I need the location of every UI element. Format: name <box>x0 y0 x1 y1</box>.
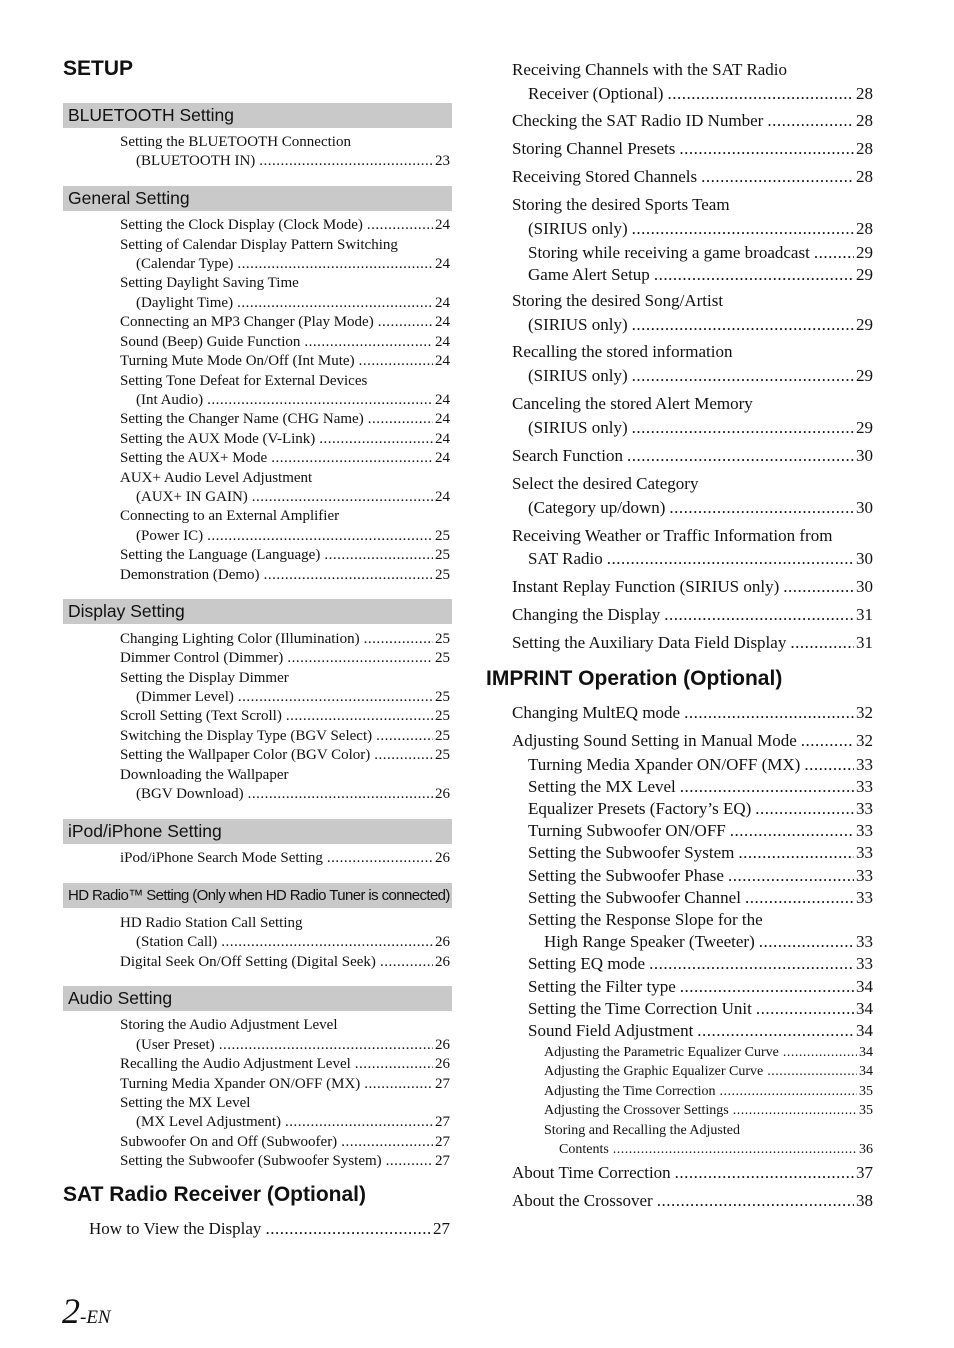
toc-entry[interactable]: Setting the Response Slope for the <box>528 910 763 929</box>
toc-entry[interactable]: Setting the Time Correction Unit ..... 34 <box>528 998 873 1020</box>
toc-entry[interactable]: (Power IC) ..... 25 <box>136 527 450 547</box>
toc-entry[interactable]: Checking the SAT Radio ID Number ..... 28 <box>512 110 873 132</box>
toc-entry[interactable]: Setting the Clock Display (Clock Mode) ..... 24 <box>120 216 450 236</box>
bluetooth-setting-header: BLUETOOTH Setting <box>63 103 452 128</box>
toc-entry[interactable]: Setting the Language (Language) ..... 25 <box>120 546 450 566</box>
toc-entry[interactable]: About the Crossover ..... 38 <box>512 1190 873 1212</box>
toc-entry[interactable]: Search Function ..... 30 <box>512 445 873 467</box>
toc-entry[interactable]: Setting the Subwoofer System ..... 33 <box>528 842 873 864</box>
toc-entry[interactable]: Setting the BLUETOOTH Connection <box>120 134 351 150</box>
toc-entry[interactable]: Demonstration (Demo) ..... 25 <box>120 566 450 586</box>
toc-entry[interactable]: Turning Media Xpander ON/OFF (MX) ..... 33 <box>528 754 873 776</box>
toc-entry[interactable]: (Dimmer Level) ..... 25 <box>136 688 450 708</box>
toc-entry[interactable]: Receiver (Optional) ..... 28 <box>528 83 873 105</box>
toc-entry[interactable]: (SIRIUS only) ..... 29 <box>528 314 873 336</box>
toc-entry[interactable]: Setting the Subwoofer (Subwoofer System) ..... 27 <box>120 1152 450 1172</box>
toc-entry[interactable]: Setting the MX Level ..... 33 <box>528 776 873 798</box>
toc-entry[interactable]: Canceling the stored Alert Memory <box>512 394 753 413</box>
toc-entry[interactable]: Receiving Weather or Traffic Information from <box>512 526 833 545</box>
page-number-digit: 2 <box>62 1291 80 1331</box>
page-number <box>62 1290 111 1332</box>
toc-entry[interactable]: Setting the Auxiliary Data Field Display ..... 31 <box>512 632 873 654</box>
toc-entry[interactable]: Setting Tone Defeat for External Devices <box>120 373 368 389</box>
toc-entry[interactable]: Sound (Beep) Guide Function ..... 24 <box>120 333 450 353</box>
toc-entry[interactable]: Setting the Display Dimmer <box>120 670 289 686</box>
toc-entry[interactable]: (Daylight Time) ..... 24 <box>136 294 450 314</box>
toc-entry[interactable]: (Int Audio) ..... 24 <box>136 391 450 411</box>
toc-entry[interactable]: Storing the Audio Adjustment Level <box>120 1017 338 1033</box>
toc-entry[interactable]: Storing while receiving a game broadcast ..... 29 <box>528 242 873 264</box>
toc-entry[interactable]: Receiving Stored Channels ..... 28 <box>512 166 873 188</box>
toc-entry[interactable]: Game Alert Setup ..... 29 <box>528 264 873 286</box>
toc-entry[interactable]: Setting EQ mode ..... 33 <box>528 953 873 975</box>
toc-entry[interactable]: Setting the Changer Name (CHG Name) ..... 24 <box>120 410 450 430</box>
toc-entry[interactable]: Setting the Subwoofer Channel ..... 33 <box>528 887 873 909</box>
toc-entry[interactable]: Changing MultEQ mode ..... 32 <box>512 702 873 724</box>
toc-entry[interactable]: Storing Channel Presets ..... 28 <box>512 138 873 160</box>
ipod-setting-header: iPod/iPhone Setting <box>63 819 452 844</box>
toc-entry[interactable]: Connecting to an External Amplifier <box>120 508 340 524</box>
toc-entry[interactable]: SAT Radio ..... 30 <box>528 548 873 570</box>
toc-entry[interactable]: Adjusting the Time Correction ..... 35 <box>544 1082 873 1102</box>
setup-title: SETUP <box>63 57 134 80</box>
toc-entry[interactable]: Instant Replay Function (SIRIUS only) ..... 30 <box>512 576 873 598</box>
toc-entry[interactable]: HD Radio Station Call Setting <box>120 915 303 931</box>
toc-entry[interactable]: Sound Field Adjustment ..... 34 <box>528 1020 873 1042</box>
toc-entry[interactable]: Downloading the Wallpaper <box>120 767 289 783</box>
toc-entry[interactable]: AUX+ Audio Level Adjustment <box>120 470 313 486</box>
toc-entry[interactable]: Subwoofer On and Off (Subwoofer) ..... 27 <box>120 1133 450 1153</box>
toc-entry[interactable]: (SIRIUS only) ..... 29 <box>528 417 873 439</box>
toc-entry[interactable]: Changing the Display ..... 31 <box>512 604 873 626</box>
toc-entry[interactable]: Setting the AUX+ Mode ..... 24 <box>120 449 450 469</box>
toc-entry[interactable]: Setting the Filter type ..... 34 <box>528 976 873 998</box>
toc-entry[interactable]: Setting the AUX Mode (V-Link) ..... 24 <box>120 430 450 450</box>
toc-entry[interactable]: (Station Call) ..... 26 <box>136 933 450 953</box>
toc-entry[interactable]: (BLUETOOTH IN) ..... 23 <box>136 152 450 172</box>
toc-entry[interactable]: Contents ..... 36 <box>559 1140 873 1160</box>
toc-entry[interactable]: Setting the Subwoofer Phase ..... 33 <box>528 865 873 887</box>
toc-entry[interactable]: Setting Daylight Saving Time <box>120 275 299 291</box>
toc-entry[interactable]: Receiving Channels with the SAT Radio <box>512 60 787 79</box>
toc-entry[interactable]: Turning Mute Mode On/Off (Int Mute) ..... 24 <box>120 352 450 372</box>
toc-entry[interactable]: Digital Seek On/Off Setting (Digital Seek) ..... 26 <box>120 953 450 973</box>
toc-entry[interactable]: Adjusting the Parametric Equalizer Curve ..... 34 <box>544 1043 873 1063</box>
toc-entry[interactable]: How to View the Display ..... 27 <box>89 1218 450 1240</box>
display-setting-header: Display Setting <box>63 599 452 624</box>
toc-entry[interactable]: (SIRIUS only) ..... 29 <box>528 365 873 387</box>
toc-entry[interactable]: (Calendar Type) ..... 24 <box>136 255 450 275</box>
toc-entry[interactable]: Select the desired Category <box>512 474 699 493</box>
hd-radio-setting-header: HD Radio™ Setting (Only when HD Radio Tuner is connected) <box>63 883 452 908</box>
toc-entry[interactable]: Storing the desired Song/Artist <box>512 291 724 310</box>
toc-entry[interactable]: Adjusting Sound Setting in Manual Mode ..... 32 <box>512 730 873 752</box>
toc-entry[interactable]: Dimmer Control (Dimmer) ..... 25 <box>120 649 450 669</box>
toc-entry[interactable]: About Time Correction ..... 37 <box>512 1162 873 1184</box>
toc-entry[interactable]: (MX Level Adjustment) ..... 27 <box>136 1113 450 1133</box>
toc-entry[interactable]: Turning Media Xpander ON/OFF (MX) ..... 27 <box>120 1075 450 1095</box>
toc-entry[interactable]: Adjusting the Graphic Equalizer Curve ..... 34 <box>544 1062 873 1082</box>
toc-entry[interactable]: (Category up/down) ..... 30 <box>528 497 873 519</box>
toc-entry[interactable]: Changing Lighting Color (Illumination) ..... 25 <box>120 630 450 650</box>
toc-entry[interactable]: Setting the Wallpaper Color (BGV Color) ..... 25 <box>120 746 450 766</box>
toc-entry[interactable]: Storing and Recalling the Adjusted <box>544 1123 740 1138</box>
toc-entry[interactable]: Connecting an MP3 Changer (Play Mode) ..... 24 <box>120 313 450 333</box>
toc-entry[interactable]: iPod/iPhone Search Mode Setting ..... 26 <box>120 849 450 869</box>
toc-entry[interactable]: High Range Speaker (Tweeter) ..... 33 <box>544 931 873 953</box>
toc-entry[interactable]: (BGV Download) ..... 26 <box>136 785 450 805</box>
toc-entry[interactable]: Switching the Display Type (BGV Select) ..... 25 <box>120 727 450 747</box>
toc-entry[interactable]: Turning Subwoofer ON/OFF ..... 33 <box>528 820 873 842</box>
audio-setting-header: Audio Setting <box>63 986 452 1011</box>
page-number-suffix: -EN <box>80 1307 111 1328</box>
toc-entry[interactable]: (AUX+ IN GAIN) ..... 24 <box>136 488 450 508</box>
toc-entry[interactable]: (SIRIUS only) ..... 28 <box>528 218 873 240</box>
imprint-title: IMPRINT Operation (Optional) <box>486 667 783 690</box>
toc-entry[interactable]: Equalizer Presets (Factory’s EQ) ..... 33 <box>528 798 873 820</box>
toc-entry[interactable]: Storing the desired Sports Team <box>512 195 730 214</box>
general-setting-header: General Setting <box>63 186 452 211</box>
toc-entry[interactable]: Scroll Setting (Text Scroll) ..... 25 <box>120 707 450 727</box>
toc-entry[interactable]: Setting of Calendar Display Pattern Switching <box>120 237 398 253</box>
toc-entry[interactable]: Adjusting the Crossover Settings ..... 35 <box>544 1101 873 1121</box>
toc-entry[interactable]: Setting the MX Level <box>120 1095 251 1111</box>
sat-radio-title: SAT Radio Receiver (Optional) <box>63 1183 366 1206</box>
toc-entry[interactable]: Recalling the Audio Adjustment Level ..... 26 <box>120 1055 450 1075</box>
toc-entry[interactable]: (User Preset) ..... 26 <box>136 1036 450 1056</box>
toc-entry[interactable]: Recalling the stored information <box>512 342 733 361</box>
